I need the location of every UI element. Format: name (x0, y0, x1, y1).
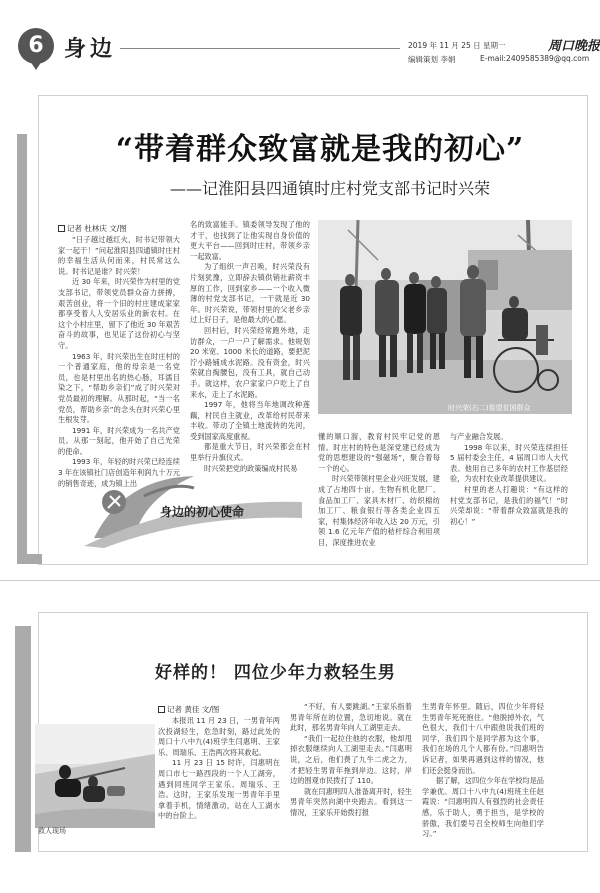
village-visit-photo (318, 220, 572, 414)
paragraph: 1991 年，时兴荣成为一名共产党员。从那一刻起，他开始了自己光荣的使命。 (58, 425, 180, 456)
masthead (0, 0, 600, 84)
paragraph: 本报讯 11 月 23 日，一男青年两次投湖轻生，危急时刻，路过此处的周口十八中九(4)班学生闫惠明、王家乐、周瑞乐、王浩两次将其救起。 (158, 716, 280, 757)
paragraph: 1993 年，年轻的时兴荣已经连续 3 年在该镇社门店创造年利润九十万元的销售奇迹，成为镇上出 (58, 457, 180, 488)
paragraph: 据了解，这四位少年在学校均是品学兼优。周口十八中九(4)班班主任赵霞说：“闫惠明四人有强烈的社会责任感，乐于助人，勇于担当，是学校的骄傲，我们要号召全校师生向他们学习。” (422, 776, 544, 839)
contact-email: E-mail:2409585389@qq.com (480, 54, 590, 63)
byline-box-icon (58, 225, 65, 232)
paragraph: 回村后，时兴荣经常跑外地，走访群众，一户一户了解需求。他规划 20 米宽、1000 米长的道路，要把泥泞小路铺成水泥路。没有资金，时兴荣就自掏腰包，没有工具，就自己动手。就这样，农户家家户户吃上了自来水，走上了水泥路。 (190, 325, 310, 399)
article1-byline-text: 记者 杜林庆 文/图 (67, 224, 127, 233)
article2-headline: 好样的！ 四位少年力救轻生男 (155, 663, 396, 683)
article1-gray-bar-bottom (17, 554, 42, 564)
article2-column-3 (422, 702, 544, 840)
article1-column-1 (58, 235, 180, 489)
paragraph: 时兴荣把党的政策编成村民易 (204, 463, 298, 473)
paragraph: 与产业融合发展。 (450, 432, 508, 441)
issue-date: 2019 年 11 月 25 日 星期一 (408, 41, 506, 50)
article1-column-4 (450, 432, 568, 527)
article1-headline: “带着群众致富就是我的初心” (115, 132, 525, 167)
article1-column-2 (190, 220, 310, 474)
article1-subheadline: ——记淮阳县四通镇时庄村党支部书记时兴荣 (170, 179, 491, 198)
article2-gray-bar (15, 626, 31, 852)
paragraph: 11 月 23 日 15 时许，闫惠明在周口市七一路西段的一个人工湖旁，遇到同班同学王家乐、周瑞乐、王浩。这时，王家乐发现一男青年手里拿着手机，情绪激动，站在人工湖水中的台阶上。 (158, 758, 280, 821)
article2-byline-text: 记者 黄佳 文/图 (167, 705, 220, 714)
article1-gray-bar-left (17, 134, 27, 554)
paragraph: 为了组织一声召唤，时兴荣没有片刻犹豫，立即辞去镇供销社薪资丰厚的工作，回到家乡——一个收入微薄的村党支部书记，一干就是近 30 年。时兴荣说，带领村里的父老乡亲过上好日子，是他最大的心愿。 (190, 262, 310, 325)
paragraph: 1997 年，他将当年地调改种莲藕，村民自主就业，改革给村民带来丰收。带动了全镇土地流转的先河，受到国家高度重视。 (190, 400, 310, 441)
banner-label: 身边的初心使命 (160, 505, 245, 519)
article1-photo-caption: 时兴荣(右二)看望贫困群众 (448, 404, 531, 412)
byline-box-icon (158, 706, 165, 713)
paragraph: 生男青年怀里。随后，四位少年将轻生男青年死死抱住。“他脱掉外衣，气色很大，我们十八中跟他说我们班的同学，我们四个是同学都为这个事，我们在场的几个人都有份。”闫惠明告诉记者，如果再遇到这样的情况，他们还会挺身而出。 (422, 702, 544, 775)
article2-column-2 (290, 702, 412, 819)
paragraph: 1998 年以来，时兴荣连续担任 5 届村委会主任，4 届周口市人大代表。他用自己多年的农村工作基层经验，为农村农业改革提供建议。 (450, 442, 568, 484)
article2-column-1 (158, 716, 280, 822)
article2-byline (158, 704, 219, 715)
paragraph: 近 30 年来，时兴荣作为村里的党支部书记，带领党员群众奋力拼搏，艰苦创业，将一个旧的村庄建成家家都享受着人人安居乐业的新农村。在这个小村庄里，留下了他近 30 年艰苦奋斗的故事，也见证了这份初心与坚守。 (58, 277, 180, 350)
paragraph: “不好，有人要跳湖。”王家乐指着男青年所在的位置，急切地说。就在此时，那名男青年向人工湖里走去。 (290, 702, 412, 733)
article2-photo (35, 724, 155, 828)
paragraph: 村里的老人打趣说：“有这样的村党支部书记，是我们的福气！”时兴荣却说：“带着群众致富就是我的初心！” (450, 484, 568, 526)
paragraph: “日子越过越红火，时书记带领大家一起干！”问起淮阳县四通镇时庄村的幸福生活从何而来，村民常这么说。时书记是谁？时兴荣！ (58, 235, 180, 276)
article1-photo (318, 220, 572, 414)
section-divider (0, 580, 600, 581)
newspaper-logo: 周口晚报 (548, 39, 600, 54)
section-title: 身边 (64, 36, 117, 62)
article2-photo-caption: 救人现场 (38, 827, 66, 835)
page-number-badge: 6 (18, 28, 54, 64)
paragraph: “我们一起拉住他的衣服，他却甩掉衣服继续向人工湖里走去。”闫惠明说，之后，他们费了九牛二虎之力，才把轻生男青年拖到岸边。这时，岸边的围观市民拨打了 110。 (290, 733, 412, 786)
paragraph: 就在闫惠明四人准备离开时，轻生男青年突然向湖中央跑去。看到这一情况，王家乐开始拨打报 (290, 786, 412, 817)
paragraph: 时兴荣带领村里企业兴旺发展，建成了占地四十亩、生物有机化肥厂、食品加工厂、家具木材厂、纺织棉纺加工厂、粮食银行等各类企业四五家，村集体经济年收入达 20 万元，引领 1.6 亿元年产值的秸杆综合利用项目，深度推进农业 (318, 474, 440, 547)
paragraph: 懂的顺口溜，教育村民牢记党的恩情。时庄村的特色是深党建已经成为党的思想建设的“强磁场”，聚合着每一个的心。 (318, 432, 440, 473)
paragraph: 都是重大节日，时兴荣都会在村里举行升旗仪式。 (190, 442, 310, 463)
article1-column-3 (318, 432, 440, 549)
paragraph: 名的致富能手。镇委领导发现了他的才干，也找到了让他实现自身价值的更大平台——回到时庄村，带领乡亲一起致富。 (190, 220, 310, 261)
rescue-scene-photo (35, 724, 155, 828)
paragraph: 1963 年，时兴荣出生在时庄村的一个普通家庭，他的母亲是一名党员，也是村里出名的热心肠，耳濡目染之下，“帮助乡亲们”成了时兴荣对党员最初的理解。从那时起，“当一名党员，帮助乡亲”的念头在时兴荣心里生根发芽。 (58, 351, 180, 425)
page-number-pin-icon (28, 58, 44, 70)
masthead-rule (120, 48, 400, 49)
editor-credit: 编辑策划 李娟 (408, 55, 456, 64)
article1-byline (58, 223, 127, 234)
